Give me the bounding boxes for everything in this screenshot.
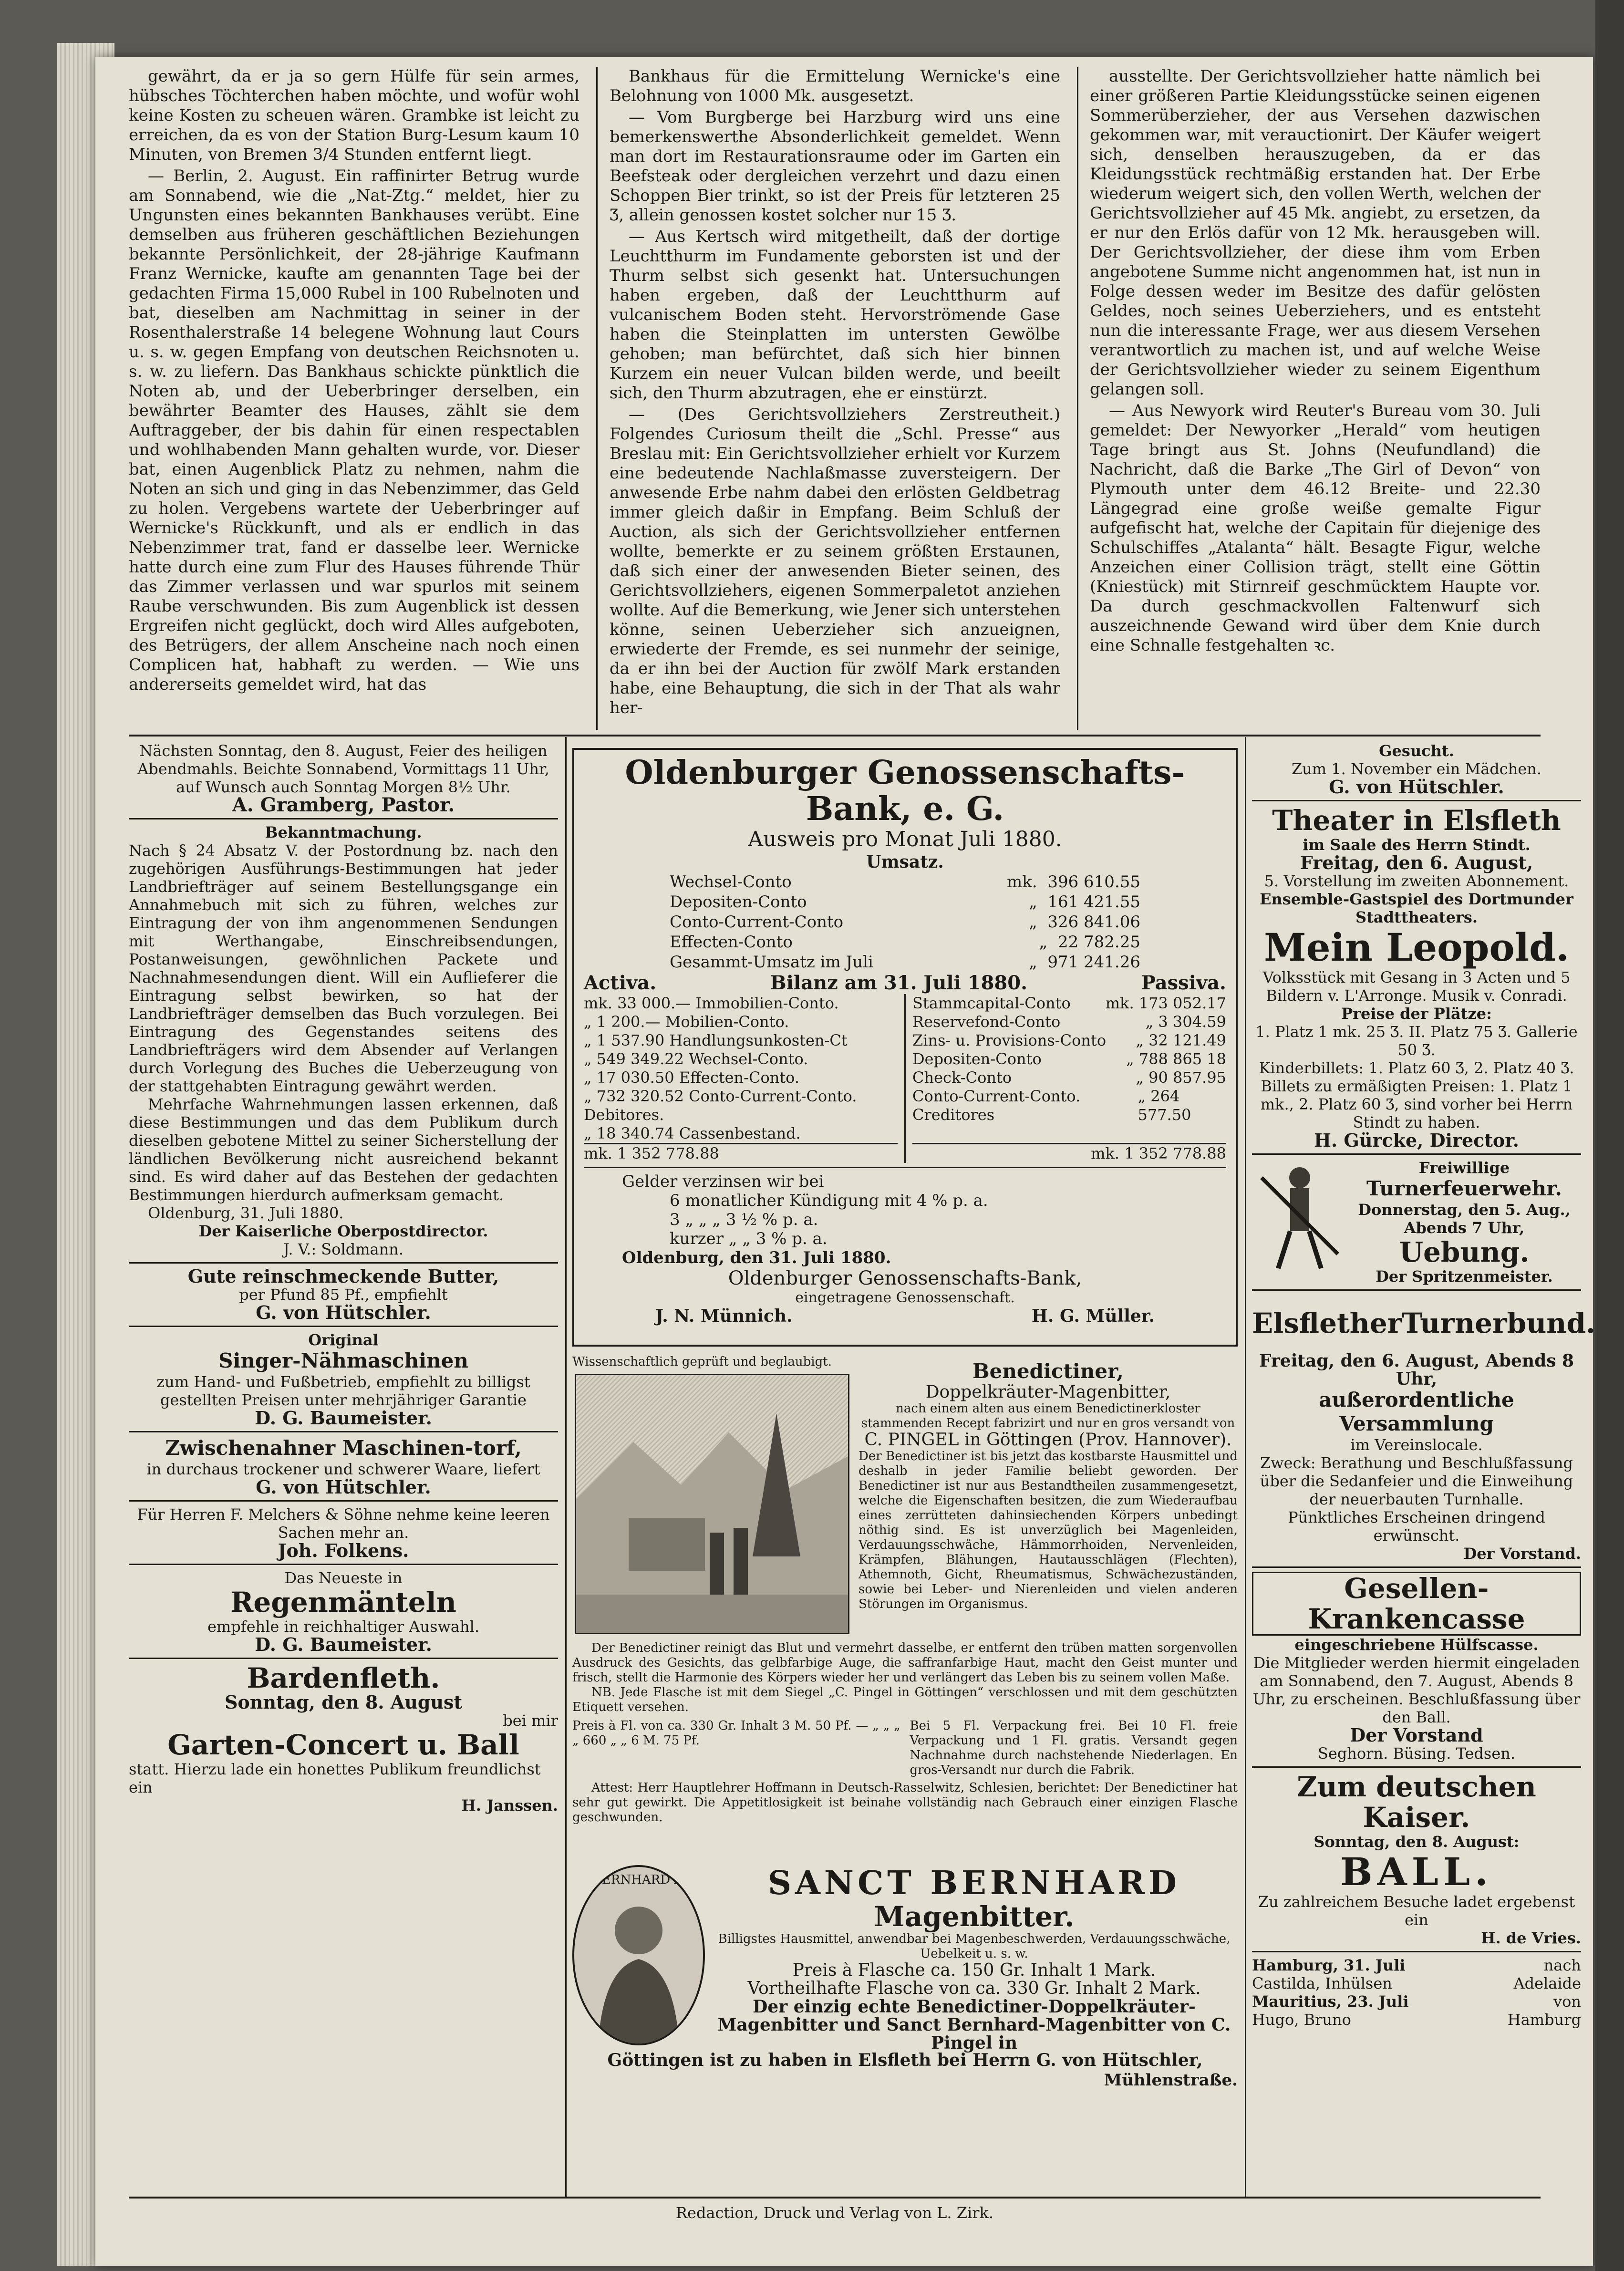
activa-total: mk. 1 352 778.88 xyxy=(584,1143,898,1163)
singer-ad-kicker: Original xyxy=(308,1331,379,1349)
fireman-ladder-icon xyxy=(1252,1159,1347,1273)
benedictiner-ad xyxy=(572,1355,1238,2194)
section-rule xyxy=(129,735,1541,736)
fire-brigade-date: Donnerstag, den 5. Aug., Abends 7 Uhr, xyxy=(1358,1201,1571,1237)
shipping-row: Hugo, Bruno Hamburg xyxy=(1252,2011,1581,2029)
notice-text: Mehrfache Wahrnehmungen lassen erkennen, daß diese Bestimmungen und das dem Publikum durch dieselben gebotene Mittel zu seiner Sicherstellung der ländlichen Bevölkerung nicht ausreichend bekannt sind. Es wird daher auf das Bestehen der gedachten Bestimmungen hierdurch aufmerksam gemacht. xyxy=(129,1095,558,1204)
turnerbund-signature: Der Vorstand. xyxy=(1463,1545,1581,1563)
bank-statement-ad xyxy=(572,748,1238,1347)
shipping-news xyxy=(1252,1956,1581,2029)
kaiser-ball-signature: H. de Vries. xyxy=(1481,1929,1581,1947)
benedictiner-prices xyxy=(572,1719,1238,1778)
theater-text: 5. Vorstellung im zweiten Abonnement. xyxy=(1264,872,1569,890)
seal-text: S. BERNHARD ABT xyxy=(577,1873,701,1887)
table-row: „ 732 320.52 Conto-Current-Conto. Debitores. xyxy=(584,1087,857,1124)
health-insurance-text: Die Mitglieder werden hiermit eingeladen am Sonnabend, den 7. August, Abends 8 Uhr, zu erscheinen. Beschlußfassung über den Ball. xyxy=(1252,1654,1581,1726)
benedictiner-text: Der Benedictiner ist bis jetzt das kostbarste Hausmittel und deshalb in jeder Familie beliebt geworden. Der Benedictiner ist nur aus Bestandtheilen zusammengesetzt, welche die Eigenschaften besitzen, die zum Wiederaufbau eines zerrütteten dahinsiechenden Körpers unbedingt nöthig sind. Es ist unverzüglich bei Magenleiden, Verdauungsschwäche, Hämmorrhoiden, Nervenleiden, Krämpfen, Blähungen, Hautausschlägen (Flechten), Athemnoth, Gicht, Rheumatismus, Schwächezuständen, sowie bei Leber- und Nierenleiden und vielen anderen Störungen im Organismus. xyxy=(859,1449,1238,1611)
turnerbund-venue: im Vereinslocale. xyxy=(1350,1436,1483,1454)
fire-brigade-ad xyxy=(1252,1159,1581,1286)
peat-ad-text: in durchaus trockener und schwerer Waare, liefert xyxy=(146,1460,540,1478)
folkens-ad-text: Für Herren F. Melchers & Söhne nehme keine leeren Sachen mehr an. xyxy=(137,1505,550,1542)
sanct-bernhard-dealer: Göttingen ist zu haben in Elsfleth bei Herrn G. von Hütschler, xyxy=(607,2050,1203,2070)
table-row: „ 17 030.50 Effecten-Conto. xyxy=(584,1068,800,1087)
kaiser-ball-event: BALL. xyxy=(1340,1849,1493,1894)
benedictiner-attest: Attest: Herr Hauptlehrer Hoffmann in Deutsch-Rasselwitz, Schlesien, berichtet: Der Benedictiner hat sehr gut gewirkt. Die Appetitlosigkeit ist beinahe vollständig nach Gebrauch einer einzigen Flasche geschwunden. xyxy=(572,1781,1238,1825)
table-row: Gesammt-Umsatz im Juli „ 971 241.26 xyxy=(670,953,1140,972)
bank-signatories xyxy=(584,1306,1226,1326)
sanct-bernhard-street: Mühlenstraße. xyxy=(1104,2071,1238,2090)
article-paragraph: gewährt, da er ja so gern Hülfe für sein armes, hübsches Töchterchen haben möchte, und wofür wohl keine Kosten zu scheuen wären. Grambke ist leicht zu erreichen, da es von der Station Burg-Lesum kaum 10 Minuten, von Bremen 3/4 Stunden entfernt liegt. xyxy=(129,67,579,164)
column-divider xyxy=(596,67,598,730)
interest-row: 3 „ „ „ 3 ½ % p. a. xyxy=(670,1210,818,1229)
monastery-illustration xyxy=(575,1374,849,1634)
singer-ad-text: zum Hand- und Fußbetrieb, empfiehlt zu billigst gestellten Preisen unter mehrjähriger Garantie xyxy=(156,1373,530,1409)
theater-venue: im Saale des Herrn Stindt. xyxy=(1303,836,1531,854)
turnerbund-title: Elsflether xyxy=(1252,1307,1402,1339)
raincoat-ad-title: Regenmänteln xyxy=(230,1586,456,1618)
folkens-ad-signature: Joh. Folkens. xyxy=(278,1540,409,1561)
turnerbund-text: Zweck: Berathung und Beschlußfassung über die Sedanfeier und die Einweihung der neuerbauten Turnhalle. xyxy=(1260,1454,1573,1508)
theater-prices: 1. Platz 1 mk. 25 Ʒ. II. Platz 75 Ʒ. Gallerie 50 Ʒ. xyxy=(1255,1023,1578,1059)
article-column-1 xyxy=(129,67,579,730)
concert-ad-title: Bardenfleth. xyxy=(247,1662,440,1694)
footer-rule xyxy=(129,2197,1541,2198)
sanct-bernhard-subtitle: Magenbitter. xyxy=(874,1900,1075,1933)
shipping-row: Castilda, Inhülsen Adelaide xyxy=(1252,1974,1581,1992)
mountain-landscape-icon xyxy=(576,1375,848,1633)
turnover-heading: Umsatz. xyxy=(866,852,944,872)
benedictiner-text: Der Benedictiner reinigt das Blut und vermehrt dasselbe, er entfernt den trüben matten sorgenvollen Ausdruck des Gesichts, das gelbfarbige Auge, die saffranfarbige Haut, macht den Geist munter und frisch, stellt die Harmonie des Körpers wieder her und verlängert das Leben bis zu seinem vollen Maße. xyxy=(572,1641,1238,1685)
signatory: J. N. Münnich. xyxy=(655,1306,793,1326)
turnerbund-header xyxy=(1252,1295,1596,1352)
passiva-list xyxy=(906,994,1226,1163)
interest-intro: Gelder verzinsen wir bei xyxy=(622,1172,824,1191)
activa-heading: Activa. xyxy=(584,972,657,994)
health-insurance-subtitle: eingeschriebene Hülfscasse. xyxy=(1294,1636,1539,1654)
article-paragraph: — Vom Burgberge bei Harzburg wird uns eine bemerkenswerthe Absonderlichkeit gemeldet. Wenn man dort im Restaurationsraume oder im Garten ein Beefsteak oder dergleichen verzehrt und dazu einen Schoppen Bier trinkt, so ist der Preis für letzteren 25 Ʒ, allein genossen kostet solcher nur 15 Ʒ. xyxy=(610,108,1060,225)
bank-date: Oldenburg, den 31. Juli 1880. xyxy=(622,1248,891,1267)
benedictiner-text: nach einem alten aus einem Benedictinerkloster stammenden Recept fabrizirt und nur en gros versandt von xyxy=(861,1401,1235,1431)
health-insurance-title: Gesellen-Krankencasse xyxy=(1252,1572,1581,1636)
table-row: „ 549 349.22 Wechsel-Conto. xyxy=(584,1050,808,1068)
article-paragraph: — Berlin, 2. August. Ein raffinirter Betrug wurde am Sonnabend, wie die „Nat-Ztg.“ meldet, hier zu Ungunsten eines bekannten Bankhauses verübt. Eine demselben aus früheren geschäftlichen Beziehungen bekannte Persönlichkeit, der 28-jährige Kaufmann Franz Wernicke, kaufte am genannten Tage bei der gedachten Firma 15,000 Rubel in 100 Rubelnoten und bat, dieselben am Nachmittag in seiner in der Rosenthalerstraße 14 belegene Wohnung laut Cours u. s. w. gegen Empfang von deutschen Reichsnoten u. s. w. zu liefern. Das Bankhaus schickte pünktlich die Noten ab, und der Ueberbringer derselben, ein bewährter Beamter des Hauses, zählt sie dem Auftraggeber, der bis dahin für einen respectablen und wohlhabenden Mann gehalten wurde, vor. Dieser bat, einen Augenblick Platz zu nehmen, nahm die Noten an sich und ging in das Nebenzimmer, das Geld zu holen. Vergebens wartete der Ueberbringer auf Wernicke's Rückkunft, und als er endlich in das Nebenzimmer trat, fand er dasselbe leer. Wernicke hatte durch eine zum Flur des Hauses führende Thür das Zimmer verlassen und war spurlos mit seinem Raube verschwunden. Bis zum Augenblick ist dessen Ergreifen nicht geglückt, doch wird Alles aufgeboten, des Betrügers, der allem Anscheine nach noch einen Complicen hat, habhaft zu werden. — Wie uns andererseits gemeldet wird, hat das xyxy=(129,166,579,694)
theater-signature: H. Gürcke, Director. xyxy=(1314,1130,1519,1151)
notice-date: Oldenburg, 31. Juli 1880. xyxy=(148,1204,344,1222)
benedictiner-subtitle: Doppelkräuter-Magenbitter, xyxy=(925,1382,1171,1402)
concert-ad-date: Sonntag, den 8. August xyxy=(224,1691,462,1713)
kaiser-ball-text: Zu zahlreichem Besuche ladet ergebenst ein xyxy=(1258,1893,1575,1929)
table-row: Check-Conto „ 90 857.95 xyxy=(912,1068,1226,1087)
certification-label: Wissenschaftlich geprüft und beglaubigt. xyxy=(572,1355,832,1369)
theater-title: Theater in Elsfleth xyxy=(1272,804,1561,837)
table-row: „ 1 200.— Mobilien-Conto. xyxy=(584,1013,789,1031)
wanted-ad-title: Gesucht. xyxy=(1379,742,1454,760)
church-notice: Nächsten Sonntag, den 8. August, Feier des heiligen Abendmahls. Beichte Sonnabend, Vormittags 11 Uhr, auf Wunsch auch Sonntag Morgen 8½ Uhr. xyxy=(137,742,549,796)
butter-ad-signature: G. von Hütschler. xyxy=(256,1302,431,1323)
singer-ad-signature: D. G. Baumeister. xyxy=(255,1407,432,1429)
interest-rates xyxy=(584,1172,1226,1267)
table-row: Effecten-Conto „ 22 782.25 xyxy=(670,933,1140,952)
turnerbund-event: außerordentliche Versammlung xyxy=(1319,1388,1514,1435)
balance-header xyxy=(584,972,1226,994)
theater-prices-heading: Preise der Plätze: xyxy=(1341,1005,1492,1023)
fire-brigade-event: Uebung. xyxy=(1399,1236,1530,1268)
activa-list xyxy=(584,994,906,1163)
table-row: Conto-Current-Conto „ 326 841.06 xyxy=(670,913,1140,932)
notice-title: Bekanntmachung. xyxy=(265,823,422,841)
fire-brigade-text xyxy=(1347,1159,1581,1286)
notice-signature: Der Kaiserliche Oberpostdirector. xyxy=(198,1222,488,1240)
bank-subtitle: Ausweis pro Monat Juli 1880. xyxy=(748,827,1062,851)
column-divider xyxy=(565,737,567,2197)
concert-ad-event: Garten-Concert u. Ball xyxy=(167,1729,519,1761)
table-row: Zins- u. Provisions-Conto „ 32 121.49 xyxy=(912,1031,1226,1049)
interest-row: 6 monatlicher Kündigung mit 4 % p. a. xyxy=(670,1191,988,1210)
singer-ad-title: Singer-Nähmaschinen xyxy=(218,1349,468,1372)
benedictiner-title: Benedictiner, xyxy=(972,1359,1124,1383)
health-insurance-signature: Der Vorstand xyxy=(1350,1724,1483,1746)
raincoat-ad-signature: D. G. Baumeister. xyxy=(255,1634,432,1655)
concert-ad-signature: H. Janssen. xyxy=(461,1796,558,1815)
article-paragraph: — Aus Newyork wird Reuter's Bureau vom 30. Juli gemeldet: Der Newyorker „Herald“ vom heutigen Tage bringt aus St. Johns (Neufundland) die Nachricht, daß die Barke „The Girl of Devon“ von Plymouth unter dem 46.12 Breite- und 22.30 Längegrad eine große weiße gemalte Figur aufgefischt hat, welche der Capitain für diejenige des Schulschiffes „Atalanta“ hält. Besagte Figur, welche Anzeichen einer Collision trägt, stellt eine Göttin (Kniestück) mit Stirnreif geschmücktem Haupte vor. Da durch geschmackvollen Faltenwurf sich auszeichnende Gewand wird über dem Knie durch eine Schnalle festgehalten ꝛc. xyxy=(1090,401,1541,655)
left-ads xyxy=(129,742,558,1815)
balance-heading: Bilanz am 31. Juli 1880. xyxy=(770,972,1027,994)
table-row: „ 18 340.74 Cassenbestand. xyxy=(584,1124,801,1142)
turnerbund-date: Freitag, den 6. August, Abends 8 Uhr, xyxy=(1259,1351,1574,1389)
right-ads xyxy=(1252,742,1596,2029)
raincoat-ad-kicker: Das Neueste in xyxy=(284,1569,403,1587)
table-row: Depositen-Conto „ 161 421.55 xyxy=(670,892,1140,912)
kaiser-ball-date: Sonntag, den 8. August: xyxy=(1314,1833,1520,1851)
balance-table xyxy=(584,994,1226,1163)
sanct-bernhard-text: Billigstes Hausmittel, anwendbar bei Magenbeschwerden, Verdauungsschwäche, Uebelkeit u. s. w. xyxy=(718,1932,1231,1961)
theater-date: Freitag, den 6. August, xyxy=(1300,852,1533,873)
table-row: mk. 33 000.— Immobilien-Conto. xyxy=(584,994,839,1012)
benedictiner-body xyxy=(572,1641,1238,1825)
church-signature: A. Gramberg, Pastor. xyxy=(232,794,455,816)
table-row: „ 1 537.90 Handlungsunkosten-Ct xyxy=(584,1031,848,1049)
article-column-2 xyxy=(610,67,1060,730)
peat-ad-signature: G. von Hütschler. xyxy=(256,1476,431,1498)
benedictiner-shipping: Bei 5 Fl. Verpackung frei. Bei 10 Fl. freie Verpackung und 1 Fl. gratis. Versandt gegen Nachnahme durch nachstehende Niederlagen. En gros-Versandt nur durch die Fabrik. xyxy=(910,1719,1238,1777)
benedictiner-price: Preis à Fl. von ca. 330 Gr. Inhalt 3 M. 50 Pf. — „ „ „ „ 660 „ „ 6 M. 75 Pf. xyxy=(572,1719,900,1748)
article-column-3 xyxy=(1090,67,1541,730)
article-columns xyxy=(129,67,1541,730)
sanct-bernhard-price: Vortheilhafte Flasche von ca. 330 Gr. Inhalt 2 Mark. xyxy=(747,1979,1201,1998)
benedictiner-header xyxy=(859,1359,1238,1612)
article-paragraph: ausstellte. Der Gerichtsvollzieher hatte nämlich bei einer größeren Partie Kleidungsstücke seinen eigenen Sommerüberzieher, der aus Versehen dazwischen gekommen war, mit verauctionirt. Der Käufer weigert sich, denselben herauszugeben, da er das Kleidungsstück rechtmäßig erstanden hat. Der Erbe wiederum weigert sich, den vollen Werth, welchen der Gerichtsvollzieher auf 45 Mk. angiebt, zu ersetzen, da er nur den Erlös dafür von 12 Mk. herausgeben will. Der Gerichtsvollzieher, der diese ihm vom Erben angebotene Summe nicht angenommen hat, ist nun in Folge dessen weder im Besitze des dafür gelösten Geldes, noch seines Ueberziehers, und es entsteht nun die interessante Frage, wer aus diesem Versehen verantwortlich zu machen ist, und auf welche Weise der Gerichtsvollzieher wieder zu seinem Eigenthum gelangen soll. xyxy=(1090,67,1541,399)
theater-text: Volksstück mit Gesang in 3 Acten und 5 Bildern v. L'Arronge. Musik v. Conradi. xyxy=(1262,968,1571,1005)
table-row: Conto-Current-Conto. Creditores „ 264 577.50 xyxy=(912,1087,1191,1124)
health-insurance-names: Seghorn. Büsing. Tedsen. xyxy=(1317,1744,1516,1763)
bank-signature: Oldenburger Genossenschafts-Bank, xyxy=(728,1267,1082,1289)
theater-text: Ensemble-Gastspiel des Dortmunder Stadttheaters. xyxy=(1260,890,1573,926)
notice-signature: J. V.: Soldmann. xyxy=(283,1240,404,1258)
sanct-bernhard-title: SANCT BERNHARD xyxy=(768,1864,1180,1902)
kaiser-ball-title: Zum deutschen Kaiser. xyxy=(1297,1771,1536,1834)
column-divider xyxy=(1245,737,1246,2197)
imprint-footer: Redaction, Druck und Verlag von L. Zirk. xyxy=(675,2204,994,2222)
fire-brigade-signature: Der Spritzenmeister. xyxy=(1376,1267,1553,1286)
concert-ad-text: bei mir xyxy=(503,1711,558,1730)
butter-ad-text: per Pfund 85 Pf., empfiehlt xyxy=(239,1286,448,1304)
sanct-bernhard-block xyxy=(711,1865,1238,2052)
butter-ad-title: Gute reinschmeckende Butter, xyxy=(187,1265,499,1287)
benedictiner-maker: C. PINGEL in Göttingen (Prov. Hannover). xyxy=(864,1430,1232,1450)
article-paragraph: — (Des Gerichtsvollziehers Zerstreutheit.) Folgendes Curiosum theilt die „Schl. Presse“ aus Breslau mit: Ein Gerichtsvollzieher erhielt vor Kurzem eine bedeutende Nachlaßmasse zuversteigern. Der anwesende Erbe nahm dabei den erlösten Geldbetrag immer gleich daßir in Empfang. Beim Schluß der Auction, als sich der Gerichtsvollzieher entfernen wollte, bemerkte er zu seinem größten Erstaunen, daß sich einer der anwesenden Bieter seinen, des Gerichtsvollziehers, eigenen Sommerpaletot anziehen wollte. Auf die Bemerkung, wie Jener sich unterstehen könne, seinen Ueberzieher sich anzueignen, erwiederte der Fremde, es sei nunmehr der seinige, da er ihn bei der Auction für zwölf Mark erstanden habe, eine Behauptung, die sich in der That als wahr her- xyxy=(610,405,1060,717)
article-paragraph: Bankhaus für die Ermittelung Wernicke's eine Belohnung von 1000 Mk. ausgesetzt. xyxy=(610,67,1060,105)
signatory: H. G. Müller. xyxy=(1031,1306,1155,1326)
benedictiner-note: NB. Jede Flasche ist mit dem Siegel „C. Pingel in Göttingen“ verschlossen und mit dem geschützten Etiquett versehen. xyxy=(572,1685,1238,1714)
fire-brigade-kicker: Freiwillige xyxy=(1418,1159,1510,1177)
turnover-table xyxy=(670,872,1140,972)
turnerbund-title: Turnerbund. xyxy=(1402,1307,1596,1339)
theater-prices: Billets zu ermäßigten Preisen: 1. Platz 1 mk., 2. Platz 60 Ʒ, sind vorher bei Herrn Stindt zu haben. xyxy=(1260,1077,1573,1131)
concert-ad-text: statt. Hierzu lade ein honettes Publikum freundlichst ein xyxy=(129,1760,541,1796)
passiva-heading: Passiva. xyxy=(1141,972,1226,994)
table-row: Wechsel-Conto mk. 396 610.55 xyxy=(670,872,1140,892)
shipping-row: Hamburg, 31. Juli nach xyxy=(1252,1956,1581,1974)
fire-brigade-title: Turnerfeuerwehr. xyxy=(1366,1177,1562,1200)
table-row: Stammcapital-Conto mk. 173 052.17 xyxy=(912,994,1226,1012)
sanct-bernhard-price: Preis à Flasche ca. 150 Gr. Inhalt 1 Mark. xyxy=(792,1960,1156,1980)
sanct-bernhard-dealer: Der einzig echte Benedictiner-Doppelkräuter-Magenbitter und Sanct Bernhard-Magenbitter von C. Pingel in xyxy=(717,1997,1231,2053)
passiva-total: mk. 1 352 778.88 xyxy=(912,1143,1226,1163)
saint-bernhard-seal xyxy=(572,1865,705,2045)
table-row: Depositen-Conto „ 788 865 18 xyxy=(912,1050,1226,1068)
peat-ad-title: Zwischenahner Maschinen-torf, xyxy=(165,1436,522,1460)
wanted-ad-signature: G. von Hütschler. xyxy=(1329,776,1504,798)
bank-signature: eingetragene Genossenschaft. xyxy=(795,1289,1015,1306)
column-divider xyxy=(1077,67,1078,730)
interest-row: kurzer „ „ 3 % p. a. xyxy=(670,1229,828,1248)
monk-portrait-icon xyxy=(574,1887,703,2045)
wanted-ad-text: Zum 1. November ein Mädchen. xyxy=(1291,760,1542,778)
theater-prices: Kinderbillets: 1. Platz 60 Ʒ, 2. Platz 40 Ʒ. xyxy=(1259,1059,1574,1077)
scanner-edge xyxy=(1595,0,1624,2271)
table-row: Reservefond-Conto „ 3 304.59 xyxy=(912,1013,1226,1031)
theater-play-title: Mein Leopold. xyxy=(1264,925,1569,970)
raincoat-ad-text: empfehle in reichhaltiger Auswahl. xyxy=(207,1618,480,1636)
notice-text: Nach § 24 Absatz V. der Postordnung bz. nach den zugehörigen Ausführungs-Bestimmungen hat jeder Landbriefträger auf seinem Bestellungsgange ein Annahmebuch mit sich zu führen, welches zur Eintragung der von ihm angenommenen Sendungen mit Werthangabe, Einschreibsendungen, Postanweisungen, gewöhnlichen Packete und Nachnahmesendungen dient. Will ein Auflieferer die Eintragung selbst bewirken, so hat der Landbriefträger demselben das Buch vorzulegen. Bei Eintragung des Gegenstandes seitens des Landbriefträgers wird dem Absender auf Verlangen durch Vorlegung des Buches die Ueberzeugung von der stattgehabten Eintragung gewährt werden. xyxy=(129,841,558,1095)
bank-title: Oldenburger Genossenschafts-Bank, e. G. xyxy=(625,754,1185,828)
article-paragraph: — Aus Kertsch wird mitgetheilt, daß der dortige Leuchtthurm im Fundamente geborsten ist und der Thurm selbst sich gesenkt hat. Untersuchungen haben ergeben, daß der Leuchtthurm auf vulcanischem Boden steht. Hervorströmende Gase haben die Steinplatten im untersten Gewölbe gehoben; man befürchtet, daß sich hier binnen Kurzem ein neuer Vulcan bilden werde, und beeilt sich, den Thurm abzutragen, ehe er einstürzt. xyxy=(610,227,1060,403)
shipping-row: Mauritius, 23. Juli von xyxy=(1252,1992,1581,2011)
turnerbund-text: Pünktliches Erscheinen dringend erwünscht. xyxy=(1288,1508,1545,1545)
